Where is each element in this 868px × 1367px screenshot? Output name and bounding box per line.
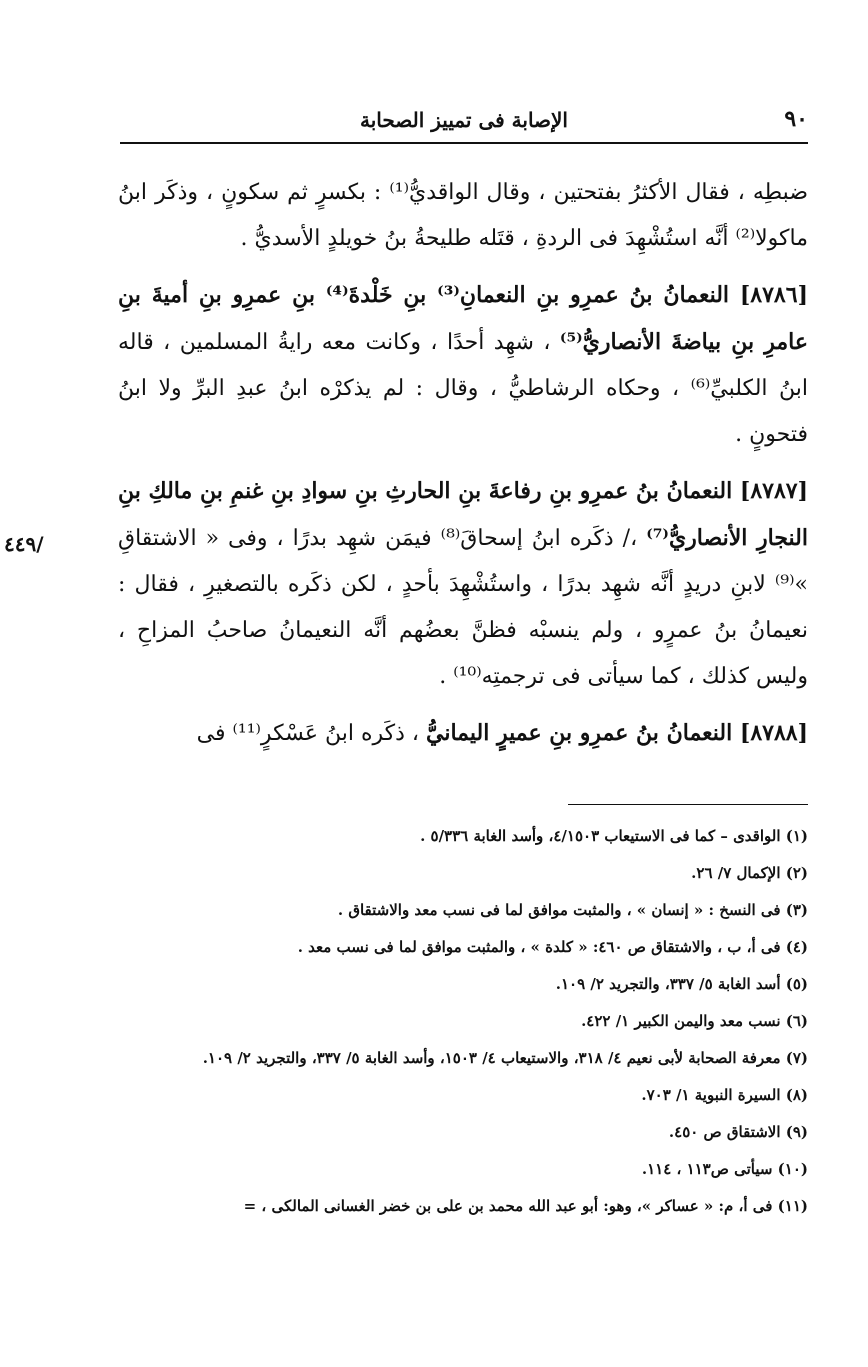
entry-text: ، ذكَره ابنُ عَسْكرٍ⁽¹¹⁾ فى [196, 721, 419, 746]
biography-entry [118, 710, 808, 757]
main-text [118, 170, 808, 757]
intro-paragraph: ضبطِه ، فقال الأكثرُ بفتحتين ، وقال الواقديُّ⁽¹⁾ : بكسرٍ ثم سكونٍ ، وذكَر ابنُ ماكولا⁽²⁾ أنَّه استُشْهِدَ فى الردةِ ، قتَله طليحةُ بنُ خويلدٍ الأسديُّ . [118, 180, 809, 251]
entry-text: ، شهِد أحدًا ، وكانت معه رايةُ المسلمين ، قاله ابنُ الكلبيِّ⁽⁶⁾ ، وحكاه الرشاطيُّ ، وقال : لم يذكرْه ابنُ عبدِ البرِّ ولا ابنُ فتحونٍ . [118, 330, 808, 447]
footnote: (١) الواقدى – كما فى الاستيعاب ٤/١٥٠٣، وأسد الغابة ٥/٣٣٦ . [420, 827, 808, 845]
footnote: (٧) معرفة الصحابة لأبى نعيم ٤/ ٣١٨، والاستيعاب ٤/ ١٥٠٣، وأسد الغابة ٥/ ٣٣٧، والتجريد ٢/ ١٠٩. [202, 1049, 808, 1067]
footnote: (١١) فى أ، م: « عساكر »، وهو: أبو عبد الله محمد بن على بن خضر الغسانى المالكى ، = [243, 1197, 808, 1215]
biography-entry [118, 272, 808, 458]
footnote: (٨) السيرة النبوية ١/ ٧٠٣. [641, 1086, 808, 1104]
footnote: (٩) الاشتقاق ص ٤٥٠. [668, 1123, 808, 1141]
footnote: (٢) الإكمال ٧/ ٢٦. [691, 864, 808, 882]
entry-title: [٨٧٨٧] النعمانُ بنُ عمرِو بنِ رفاعةَ بنِ الحارثِ بنِ سوادِ بنِ غنمِ بنِ مالكِ بنِ النجارِ الأنصاريُّ⁽⁷⁾ [118, 478, 808, 551]
margin-reference: ٤٤٩/ [4, 532, 44, 556]
entry-title: [٨٧٨٨] النعمانُ بنُ عمرِو بنِ عميرٍ اليمانيُّ [425, 720, 808, 746]
running-title: الإصابة فى تمييز الصحابة [360, 108, 568, 132]
footnote: (٤) فى أ، ب ، والاشتقاق ص ٤٦٠: « كلدة » ، والمثبت موافق لما فى نسب معد . [297, 938, 808, 956]
entry-text: ،/ ذكَره ابنُ إسحاقَ⁽⁸⁾ فيمَن شهِد بدرًا ، وفى « الاشتقاقِ »⁽⁹⁾ لابنِ دريدٍ أنَّه شهِد بدرًا ، واستُشْهِدَ بأحدٍ ، لكن ذكَره بالتصغيرِ ، فقال : نعيمانُ بنُ عمرٍو ، ولم ينسبْه فظنَّ بعضُهم أنَّه النعيمانُ صاحبُ المزاحِ ، وليس كذلك ، كما سيأتى فى ترجمتِه⁽¹⁰⁾ . [118, 526, 808, 689]
page-number: ٩٠ [784, 106, 808, 132]
footnote: (١٠) سيأتى ص١١٣ ، ١١٤. [641, 1160, 808, 1178]
footnote: (٣) فى النسخ : « إنسان » ، والمثبت موافق لما فى نسب معد والاشتقاق . [337, 901, 808, 919]
footnote: (٦) نسب معد واليمن الكبير ١/ ٤٢٢. [581, 1012, 808, 1030]
footnote-divider [568, 804, 808, 805]
footnotes [118, 818, 808, 1225]
biography-entry [118, 468, 808, 700]
footnote: (٥) أسد الغابة ٥/ ٣٣٧، والتجريد ٢/ ١٠٩. [555, 975, 808, 993]
page-header [120, 102, 808, 144]
entry-title: [٨٧٨٦] النعمانُ بنُ عمرِو بنِ النعمانِ⁽³⁾ بنِ خَلْدةَ⁽⁴⁾ بنِ عمرِو بنِ أميةَ بنِ عامرِ بنِ بياضةَ الأنصاريُّ⁽⁵⁾ [118, 282, 808, 355]
